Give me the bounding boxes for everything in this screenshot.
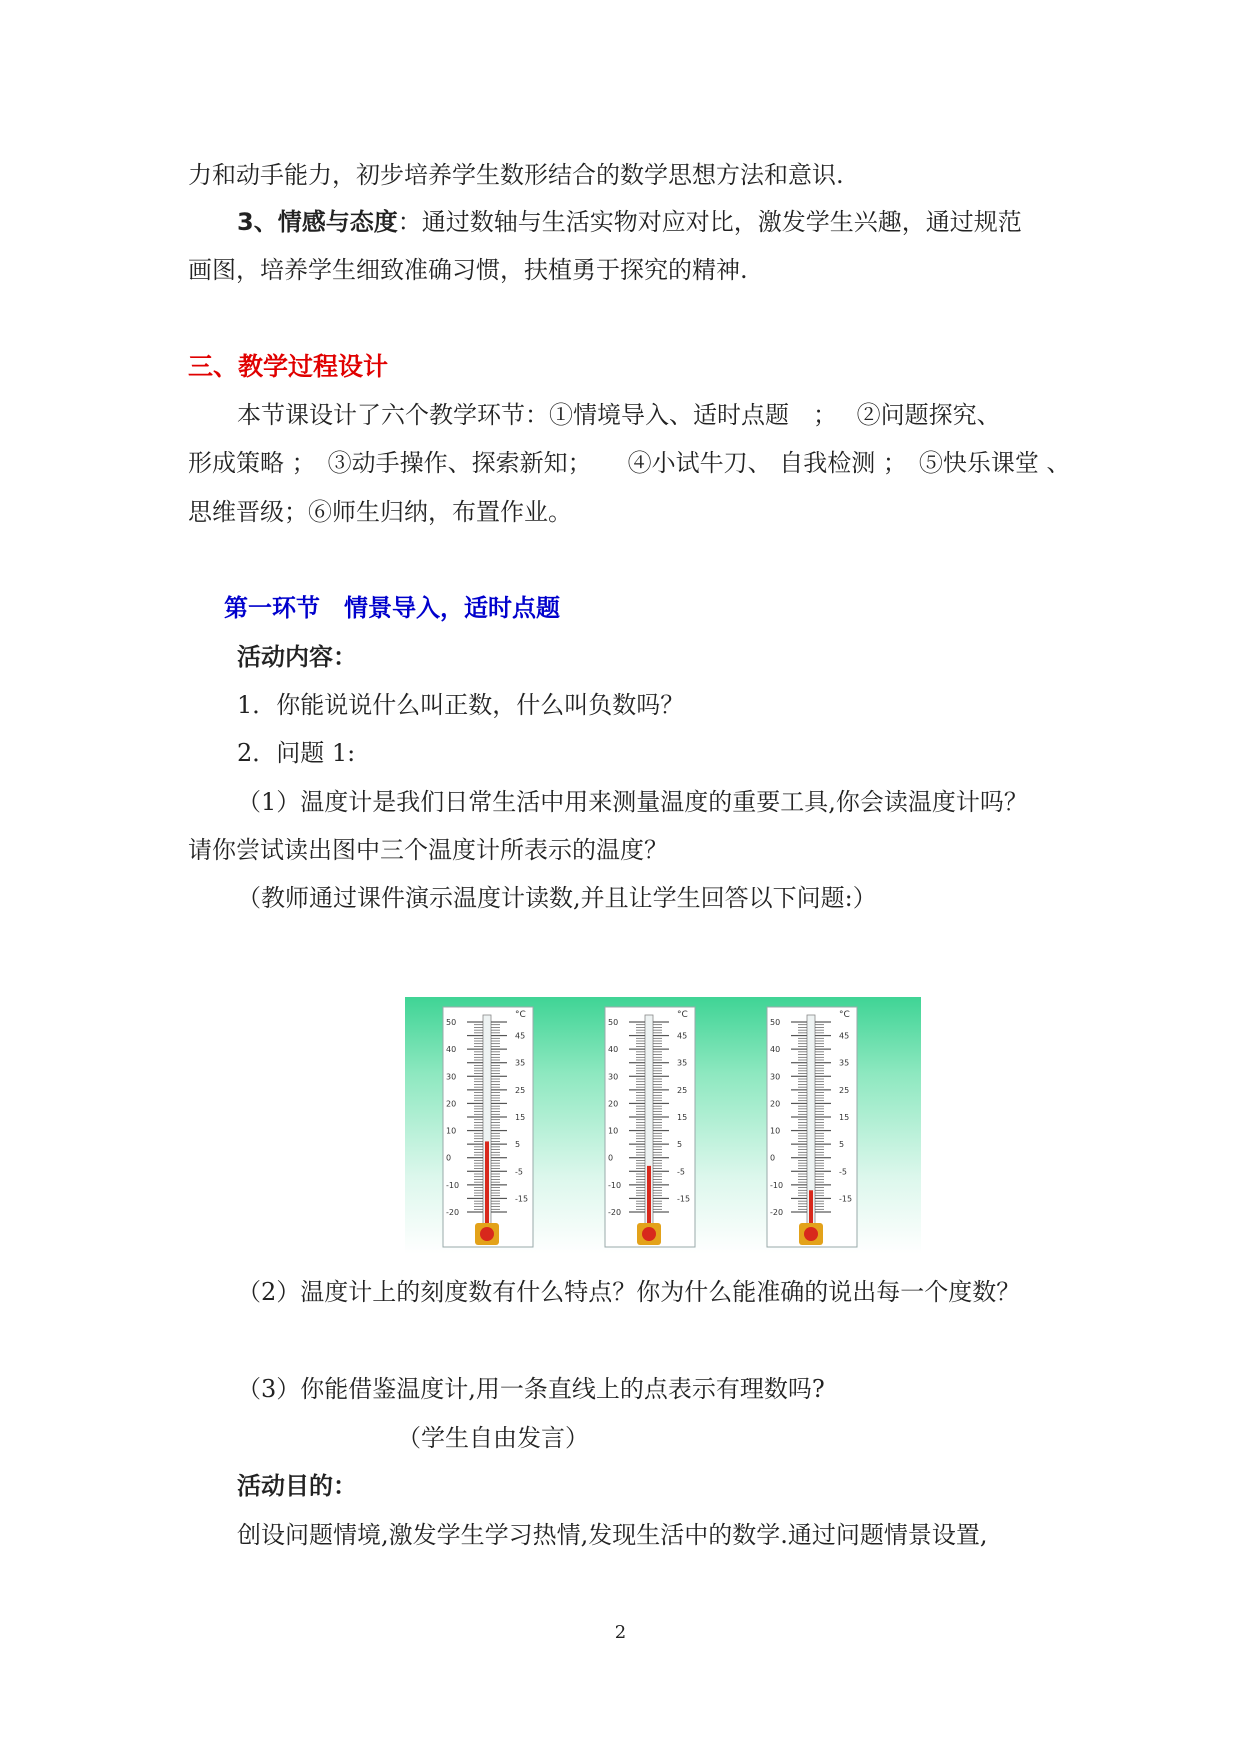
scale-label: 35 [515,1058,526,1068]
mercury-bulb [642,1227,656,1241]
scale-label: 5 [839,1140,845,1150]
question-2-1: （1）温度计是我们日常生活中用来测量温度的重要工具,你会读温度计吗？ [237,788,1028,816]
scale-label: -10 [770,1180,784,1190]
teacher-note: （教师通过课件演示温度计读数,并且让学生回答以下问题:） [237,884,877,912]
attitude-label: 3、情感与态度 [237,208,398,236]
scale-label: 40 [770,1045,781,1055]
scale-label: -5 [515,1167,523,1177]
activity-goal-label: 活动目的： [237,1472,357,1500]
scale-label: 40 [608,1045,619,1055]
paragraph-line: 画图，培养学生细致准确习惯，扶植勇于探究的精神. [188,256,748,284]
scale-label: 10 [770,1126,781,1136]
scale-label: -15 [677,1194,691,1204]
paragraph-line: 本节课设计了六个教学环节：①情境导入、适时点题 ； ②问题探究、 [237,401,1001,429]
question-1: 1．你能说说什么叫正数，什么叫负数吗？ [237,691,685,719]
unit-label: °C [839,1010,850,1020]
paragraph-line: 思维晋级；⑥师生归纳，布置作业。 [188,498,572,526]
scale-label: 40 [446,1045,457,1055]
mercury-bulb [480,1227,494,1241]
paragraph-line: 形成策略 ； ③动手操作、探索新知； ④小试牛刀、 自我检测 ； ⑤快乐课堂 、 [188,449,1071,477]
scale-label: 45 [677,1031,688,1041]
scale-label: 0 [446,1153,452,1163]
student-note: （学生自由发言） [397,1424,589,1452]
unit-label: °C [677,1010,688,1020]
scale-label: -5 [677,1167,685,1177]
scale-label: 25 [839,1085,850,1095]
activity-content-label: 活动内容： [237,643,357,671]
scale-label: 45 [839,1031,850,1041]
scale-label: 0 [608,1153,614,1163]
scale-label: 30 [608,1072,619,1082]
mercury-column [809,1190,813,1227]
scale-label: 30 [770,1072,781,1082]
scale-label: 25 [677,1085,688,1095]
scale-label: -10 [608,1180,622,1190]
scale-label: 35 [839,1058,850,1068]
scale-label: 10 [608,1126,619,1136]
thermometers-svg [405,997,921,1254]
paragraph-line [237,207,1022,237]
scale-label: 15 [515,1113,526,1122]
scale-label: -20 [446,1208,460,1217]
mercury-bulb [804,1227,818,1241]
scale-label: -5 [839,1167,847,1177]
question-2-1-cont: 请你尝试读出图中三个温度计所表示的温度？ [188,836,668,864]
scale-label: 5 [515,1140,521,1150]
scale-label: 50 [608,1018,619,1027]
scale-label: 15 [677,1113,688,1122]
scale-label: -20 [608,1208,622,1217]
scale-label: 5 [677,1140,683,1150]
scale-label: 30 [446,1072,457,1082]
scale-label: 15 [839,1113,850,1122]
section-title: 三、教学过程设计 [188,352,389,381]
scale-label: 10 [446,1126,457,1136]
scale-label: 35 [677,1058,688,1068]
scale-label: 25 [515,1085,526,1095]
scale-label: -20 [770,1208,784,1217]
goal-text: 创设问题情境,激发学生学习热情,发现生活中的数学.通过问题情景设置, [237,1521,988,1549]
scale-label: -15 [515,1194,529,1204]
question-2-3: （3）你能借鉴温度计,用一条直线上的点表示有理数吗? [237,1375,825,1403]
question-2-2: （2）温度计上的刻度数有什么特点？你为什么能准确的说出每一个度数？ [237,1278,1021,1306]
stage-title: 第一环节 情景导入，适时点题 [224,594,560,622]
scale-label: 20 [446,1099,457,1109]
attitude-text: ：通过数轴与生活实物对应对比，激发学生兴趣，通过规范 [397,208,1022,236]
scale-label: 20 [770,1099,781,1109]
scale-label: 0 [770,1153,776,1163]
scale-label: -10 [446,1180,460,1190]
unit-label: °C [515,1010,526,1020]
mercury-column [647,1166,651,1227]
paragraph-line: 力和动手能力，初步培养学生数形结合的数学思想方法和意识. [188,161,844,189]
mercury-column [485,1141,489,1227]
thermometers-figure [405,997,921,1254]
scale-label: 50 [446,1018,457,1027]
scale-label: -15 [839,1194,853,1204]
page-number: 2 [614,1622,627,1643]
question-2: 2．问题 1: [237,739,356,767]
scale-label: 45 [515,1031,526,1041]
scale-label: 50 [770,1018,781,1027]
scale-label: 20 [608,1099,619,1109]
